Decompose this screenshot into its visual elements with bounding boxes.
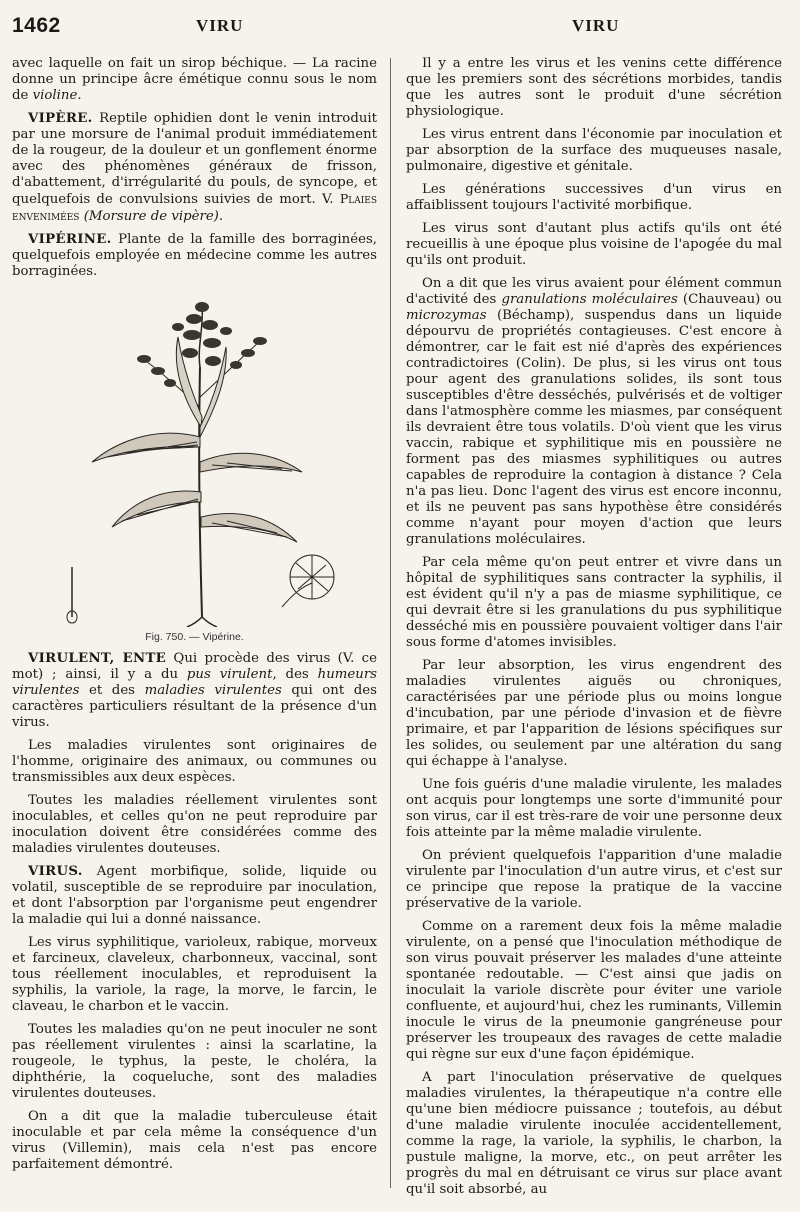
paragraph: On a dit que les virus avaient pour élément commun d'activité des granulations moléculaires (Chauveau) ou microzymas (Béchamp), suspendus dans un liquide dépourvu de propriétés contagieuses. C'est encore à démontrer, car le fait est nié d'après des expériences contradictoires (Colin). De plus, si les virus ont tous pour agent des granulations solides, ils sont tous susceptibles d'être desséchés, pulvérisés et de voltiger dans l'atmosphère comme les miasmes, par conséquent ils devraient être tous volatils. D'où vient que les virus vaccin, rabique et syphilitique mis en poussière ne forment pas des miasmes syphilitiques ou autres capables de reproduire la contagion à distance ? Cela n'a pas lieu. Donc l'agent des virus est encore inconnu, et ils ne peuvent pas sans hypothèse être considérés comme n'ayant pour moyen d'action que leurs granulations moléculaires. (406, 276, 782, 547)
paragraph: Il y a entre les virus et les venins cette différence que les premiers sont des sécrétions morbides, tandis que les autres sont le produit d'une sécrétion physiologique. (406, 56, 782, 119)
entry-vipere: VIPÈRE. Reptile ophidien dont le venin introduit par une morsure de l'animal produit immédiatement de la rougeur, de la douleur et un gonflement énorme avec des phénomènes généraux de frisson, d'abattement, d'irrégularité du pouls, de syncope, et quelquefois de convulsions suivies de mort. V. Plaies envenimées (Morsure de vipère). (12, 111, 377, 224)
paragraph: Toutes les maladies qu'on ne peut inoculer ne sont pas réellement virulentes : ainsi la scarlatine, la rougeole, le typhus, la peste, le choléra, la diphthérie, la coqueluche, sont des maladies virulentes douteuses. (12, 1022, 377, 1101)
entry-virulent: VIRULENT, ENTE Qui procède des virus (V. ce mot) ; ainsi, il y a du pus virulent, des humeurs virulentes et des maladies virulentes qui ont des caractères particuliers résultant de la présence d'un virus. (12, 651, 378, 730)
paragraph: On a dit que la maladie tuberculeuse était inoculable et par cela même la conséquence d'un virus (Villemin), mais cela n'est pas encore parfaitement démontré. (12, 1109, 377, 1172)
continuation-paragraph: avec laquelle on fait un sirop béchique. — La racine donne un principe âcre émétique connu sous le nom de violine. (12, 56, 377, 103)
page-number: 1462 (12, 14, 61, 37)
headword: VIRULENT, ENTE (28, 651, 167, 666)
headword: VIPÉRINE. (28, 232, 112, 247)
figure-viperine (12, 287, 377, 647)
running-head-right: VIRU (572, 16, 620, 35)
left-column (12, 56, 377, 1180)
paragraph: Par leur absorption, les virus engendrent des maladies virulentes aiguës ou chroniques, caractérisées par une période plus ou moins longue d'incubation, par une période d'invasion et de fièvre primaire, et par l'apparition de lésions spécifiques sur les solides, ou seulement par une altération du sang qui échappe à l'analyse. (406, 658, 782, 769)
entry-virus: VIRUS. Agent morbifique, solide, liquide ou volatil, susceptible de se reproduire par inoculation, et dont l'absorption par l'organisme peut engendrer la maladie qui lui a donné naissance. (12, 864, 377, 927)
figure-caption: Fig. 750. — Vipérine. (145, 631, 244, 643)
running-head-left: VIRU (196, 16, 244, 35)
paragraph: Les maladies virulentes sont originaires de l'homme, originaire des animaux, ou communes ou transmissibles aux deux espèces. (12, 738, 377, 785)
headword: VIPÈRE. (28, 111, 93, 126)
viperine-plant-icon (12, 287, 377, 627)
paragraph: On prévient quelquefois l'apparition d'une maladie virulente par l'inoculation d'un autre virus, et c'est sur ce principe que repose la pratique de la vaccine préservative de la variole. (406, 848, 782, 911)
paragraph: Toutes les maladies réellement virulentes sont inoculables, et celles qu'on ne peut reproduire par inoculation doivent être considérées comme des maladies virulentes douteuses. (12, 793, 377, 856)
column-divider (390, 58, 391, 1188)
paragraph: Les générations successives d'un virus en affaiblissent toujours l'activité morbifique. (406, 182, 782, 213)
paragraph: Par cela même qu'on peut entrer et vivre dans un hôpital de syphilitiques sans contracter la syphilis, il est évident qu'il n'y a pas de miasme syphilitique, ce qui devrait être si les granulations du pus syphilitique desséché mis en poussière pouvaient voltiger dans l'air sous forme d'atomes invisibles. (406, 555, 782, 650)
paragraph: Les virus syphilitique, varioleux, rabique, morveux et farcineux, claveleux, charbonneux, vaccinal, sont tous réellement inoculables, et reproduisent la syphilis, la variole, la rage, la morve, le farcin, le claveau, le charbon et le vaccin. (12, 935, 377, 1014)
paragraph: Une fois guéris d'une maladie virulente, les malades ont acquis pour longtemps une sorte d'immunité pour son virus, car il est très-rare de voir une personne deux fois atteinte par la même maladie virulente. (406, 777, 782, 840)
paragraph: Les virus sont d'autant plus actifs qu'ils ont été recueillis à une époque plus voisine de l'apogée du mal qu'ils ont produit. (406, 221, 782, 268)
paragraph: Comme on a rarement deux fois la même maladie virulente, on a pensé que l'inoculation méthodique de son virus pouvait préserver les malades d'une atteinte spontanée redoutable. — C'est ainsi que jadis on inoculait la variole discrète pour éviter une variole confluente, et aujourd'hui, chez les ruminants, Villemin inocule le virus de la pneumonie gangréneuse pour préserver les troupeaux des ravages de cette maladie qui règne sur eux d'une façon épidémique. (406, 919, 782, 1062)
paragraph: A part l'inoculation préservative de quelques maladies virulentes, la thérapeutique n'a contre elle qu'une bien médiocre puissance ; toutefois, au début d'une maladie virulente inoculée accidentellement, comme la rage, la variole, la syphilis, le charbon, la pustule maligne, la morve, etc., on peut arrêter les progrès du mal en détruisant ce virus sur place avant qu'il soit absorbé, au (406, 1070, 782, 1197)
headword: VIRUS. (28, 864, 83, 879)
right-column (406, 56, 782, 1205)
paragraph: Les virus entrent dans l'économie par inoculation et par absorption de la surface des muqueuses nasale, pulmonaire, digestive et génitale. (406, 127, 782, 174)
entry-viperine: VIPÉRINE. Plante de la famille des borraginées, quelquefois employée en médecine comme les autres borraginées. (12, 232, 377, 279)
page-header (0, 14, 800, 44)
